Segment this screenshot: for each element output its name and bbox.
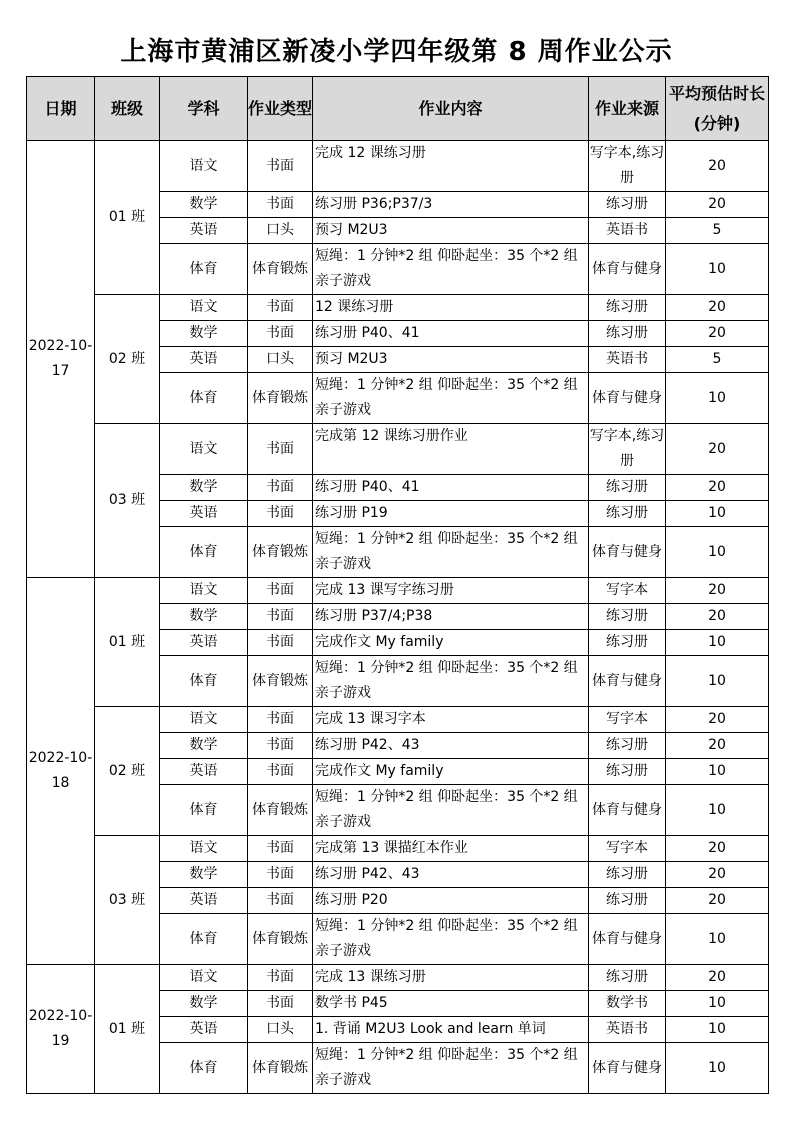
type-cell: 书面 xyxy=(248,141,313,192)
time-cell: 20 xyxy=(666,862,769,888)
source-cell: 体育与健身 xyxy=(589,527,666,578)
class-cell: 02 班 xyxy=(95,707,160,836)
time-cell: 20 xyxy=(666,424,769,475)
table-row xyxy=(27,141,769,192)
type-cell: 书面 xyxy=(248,733,313,759)
source-cell: 练习册 xyxy=(589,888,666,914)
time-cell: 10 xyxy=(666,991,769,1017)
type-cell: 书面 xyxy=(248,321,313,347)
type-cell: 体育锻炼 xyxy=(248,1043,313,1094)
content-cell: 练习册 P42、43 xyxy=(313,733,589,759)
time-cell: 20 xyxy=(666,321,769,347)
subject-cell: 数学 xyxy=(160,475,248,501)
time-cell: 10 xyxy=(666,785,769,836)
content-cell: 完成 13 课写字练习册 xyxy=(313,578,589,604)
time-cell: 10 xyxy=(666,373,769,424)
content-cell: 完成 13 课习字本 xyxy=(313,707,589,733)
source-cell: 数学书 xyxy=(589,991,666,1017)
header-class: 班级 xyxy=(95,77,160,141)
source-cell: 练习册 xyxy=(589,862,666,888)
source-cell: 英语书 xyxy=(589,347,666,373)
content-cell: 完成 13 课练习册 xyxy=(313,965,589,991)
source-cell: 练习册 xyxy=(589,630,666,656)
content-cell: 12 课练习册 xyxy=(313,295,589,321)
type-cell: 书面 xyxy=(248,578,313,604)
source-cell: 体育与健身 xyxy=(589,373,666,424)
source-cell: 写字本,练习册 xyxy=(589,424,666,475)
time-cell: 5 xyxy=(666,347,769,373)
subject-cell: 英语 xyxy=(160,630,248,656)
subject-cell: 数学 xyxy=(160,604,248,630)
source-cell: 练习册 xyxy=(589,475,666,501)
subject-cell: 体育 xyxy=(160,914,248,965)
time-cell: 10 xyxy=(666,1043,769,1094)
type-cell: 体育锻炼 xyxy=(248,656,313,707)
content-cell: 1. 背诵 M2U3 Look and learn 单词 xyxy=(313,1017,589,1043)
time-cell: 20 xyxy=(666,836,769,862)
content-cell: 完成作文 My family xyxy=(313,630,589,656)
table-row xyxy=(27,707,769,733)
source-cell: 练习册 xyxy=(589,192,666,218)
content-cell: 短绳：1 分钟*2 组 仰卧起坐：35 个*2 组亲子游戏 xyxy=(313,527,589,578)
type-cell: 体育锻炼 xyxy=(248,373,313,424)
source-cell: 体育与健身 xyxy=(589,785,666,836)
subject-cell: 体育 xyxy=(160,656,248,707)
subject-cell: 体育 xyxy=(160,785,248,836)
table-row xyxy=(27,836,769,862)
subject-cell: 英语 xyxy=(160,759,248,785)
subject-cell: 数学 xyxy=(160,321,248,347)
time-cell: 10 xyxy=(666,914,769,965)
header-source: 作业来源 xyxy=(589,77,666,141)
content-cell: 预习 M2U3 xyxy=(313,347,589,373)
content-cell: 完成第 12 课练习册作业 xyxy=(313,424,589,475)
time-cell: 20 xyxy=(666,578,769,604)
page-title: 上海市黄浦区新凌小学四年级第 8 周作业公示 xyxy=(120,37,673,67)
content-cell: 练习册 P20 xyxy=(313,888,589,914)
content-cell: 完成作文 My family xyxy=(313,759,589,785)
source-cell: 英语书 xyxy=(589,218,666,244)
source-cell: 体育与健身 xyxy=(589,914,666,965)
subject-cell: 语文 xyxy=(160,295,248,321)
time-cell: 20 xyxy=(666,141,769,192)
content-cell: 练习册 P36;P37/3 xyxy=(313,192,589,218)
header-time: 平均预估时长(分钟) xyxy=(666,77,769,141)
date-cell: 2022-10-18 xyxy=(27,578,95,965)
time-cell: 10 xyxy=(666,527,769,578)
source-cell: 英语书 xyxy=(589,1017,666,1043)
subject-cell: 体育 xyxy=(160,244,248,295)
subject-cell: 体育 xyxy=(160,1043,248,1094)
type-cell: 书面 xyxy=(248,475,313,501)
time-cell: 10 xyxy=(666,630,769,656)
date-cell: 2022-10-19 xyxy=(27,965,95,1094)
content-cell: 短绳：1 分钟*2 组 仰卧起坐：35 个*2 组亲子游戏 xyxy=(313,244,589,295)
source-cell: 写字本 xyxy=(589,578,666,604)
content-cell: 练习册 P40、41 xyxy=(313,321,589,347)
source-cell: 体育与健身 xyxy=(589,656,666,707)
source-cell: 练习册 xyxy=(589,965,666,991)
type-cell: 书面 xyxy=(248,192,313,218)
type-cell: 口头 xyxy=(248,1017,313,1043)
subject-cell: 体育 xyxy=(160,373,248,424)
type-cell: 书面 xyxy=(248,295,313,321)
source-cell: 练习册 xyxy=(589,295,666,321)
date-cell: 2022-10-17 xyxy=(27,141,95,578)
class-cell: 01 班 xyxy=(95,141,160,295)
type-cell: 书面 xyxy=(248,991,313,1017)
type-cell: 体育锻炼 xyxy=(248,914,313,965)
source-cell: 练习册 xyxy=(589,321,666,347)
time-cell: 20 xyxy=(666,888,769,914)
header-content: 作业内容 xyxy=(313,77,589,141)
time-cell: 20 xyxy=(666,295,769,321)
subject-cell: 数学 xyxy=(160,862,248,888)
subject-cell: 英语 xyxy=(160,218,248,244)
type-cell: 书面 xyxy=(248,604,313,630)
subject-cell: 英语 xyxy=(160,1017,248,1043)
subject-cell: 语文 xyxy=(160,836,248,862)
type-cell: 体育锻炼 xyxy=(248,244,313,295)
subject-cell: 语文 xyxy=(160,707,248,733)
content-cell: 预习 M2U3 xyxy=(313,218,589,244)
source-cell: 写字本 xyxy=(589,707,666,733)
content-cell: 完成 12 课练习册 xyxy=(313,141,589,192)
header-row xyxy=(27,77,769,141)
content-cell: 完成第 13 课描红本作业 xyxy=(313,836,589,862)
source-cell: 写字本 xyxy=(589,836,666,862)
type-cell: 书面 xyxy=(248,630,313,656)
time-cell: 10 xyxy=(666,656,769,707)
class-cell: 03 班 xyxy=(95,424,160,578)
type-cell: 口头 xyxy=(248,347,313,373)
content-cell: 短绳：1 分钟*2 组 仰卧起坐：35 个*2 组亲子游戏 xyxy=(313,1043,589,1094)
time-cell: 20 xyxy=(666,192,769,218)
time-cell: 20 xyxy=(666,965,769,991)
content-cell: 数学书 P45 xyxy=(313,991,589,1017)
subject-cell: 英语 xyxy=(160,347,248,373)
content-cell: 短绳：1 分钟*2 组 仰卧起坐：35 个*2 组亲子游戏 xyxy=(313,373,589,424)
time-cell: 20 xyxy=(666,707,769,733)
content-cell: 练习册 P40、41 xyxy=(313,475,589,501)
type-cell: 体育锻炼 xyxy=(248,527,313,578)
subject-cell: 语文 xyxy=(160,578,248,604)
table-row xyxy=(27,965,769,991)
source-cell: 练习册 xyxy=(589,759,666,785)
subject-cell: 数学 xyxy=(160,733,248,759)
subject-cell: 语文 xyxy=(160,141,248,192)
subject-cell: 体育 xyxy=(160,527,248,578)
time-cell: 10 xyxy=(666,501,769,527)
class-cell: 02 班 xyxy=(95,295,160,424)
subject-cell: 英语 xyxy=(160,501,248,527)
type-cell: 书面 xyxy=(248,759,313,785)
class-cell: 01 班 xyxy=(95,965,160,1094)
table-row xyxy=(27,295,769,321)
type-cell: 书面 xyxy=(248,888,313,914)
content-cell: 练习册 P37/4;P38 xyxy=(313,604,589,630)
time-cell: 20 xyxy=(666,475,769,501)
class-cell: 01 班 xyxy=(95,578,160,707)
type-cell: 口头 xyxy=(248,218,313,244)
type-cell: 书面 xyxy=(248,707,313,733)
source-cell: 练习册 xyxy=(589,733,666,759)
subject-cell: 数学 xyxy=(160,192,248,218)
table-body xyxy=(27,141,769,1094)
content-cell: 短绳：1 分钟*2 组 仰卧起坐：35 个*2 组亲子游戏 xyxy=(313,785,589,836)
homework-table xyxy=(26,76,769,1094)
time-cell: 10 xyxy=(666,759,769,785)
subject-cell: 数学 xyxy=(160,991,248,1017)
content-cell: 短绳：1 分钟*2 组 仰卧起坐：35 个*2 组亲子游戏 xyxy=(313,914,589,965)
type-cell: 体育锻炼 xyxy=(248,785,313,836)
subject-cell: 英语 xyxy=(160,888,248,914)
type-cell: 书面 xyxy=(248,501,313,527)
time-cell: 10 xyxy=(666,244,769,295)
time-cell: 5 xyxy=(666,218,769,244)
table-row xyxy=(27,424,769,475)
type-cell: 书面 xyxy=(248,836,313,862)
type-cell: 书面 xyxy=(248,424,313,475)
time-cell: 20 xyxy=(666,733,769,759)
content-cell: 练习册 P19 xyxy=(313,501,589,527)
source-cell: 体育与健身 xyxy=(589,1043,666,1094)
table-row xyxy=(27,578,769,604)
class-cell: 03 班 xyxy=(95,836,160,965)
type-cell: 书面 xyxy=(248,862,313,888)
time-cell: 20 xyxy=(666,604,769,630)
content-cell: 练习册 P42、43 xyxy=(313,862,589,888)
source-cell: 练习册 xyxy=(589,501,666,527)
type-cell: 书面 xyxy=(248,965,313,991)
subject-cell: 语文 xyxy=(160,424,248,475)
subject-cell: 语文 xyxy=(160,965,248,991)
content-cell: 短绳：1 分钟*2 组 仰卧起坐：35 个*2 组亲子游戏 xyxy=(313,656,589,707)
source-cell: 练习册 xyxy=(589,604,666,630)
source-cell: 写字本,练习册 xyxy=(589,141,666,192)
header-date: 日期 xyxy=(27,77,95,141)
header-subject: 学科 xyxy=(160,77,248,141)
time-cell: 10 xyxy=(666,1017,769,1043)
source-cell: 体育与健身 xyxy=(589,244,666,295)
header-type: 作业类型 xyxy=(248,77,313,141)
